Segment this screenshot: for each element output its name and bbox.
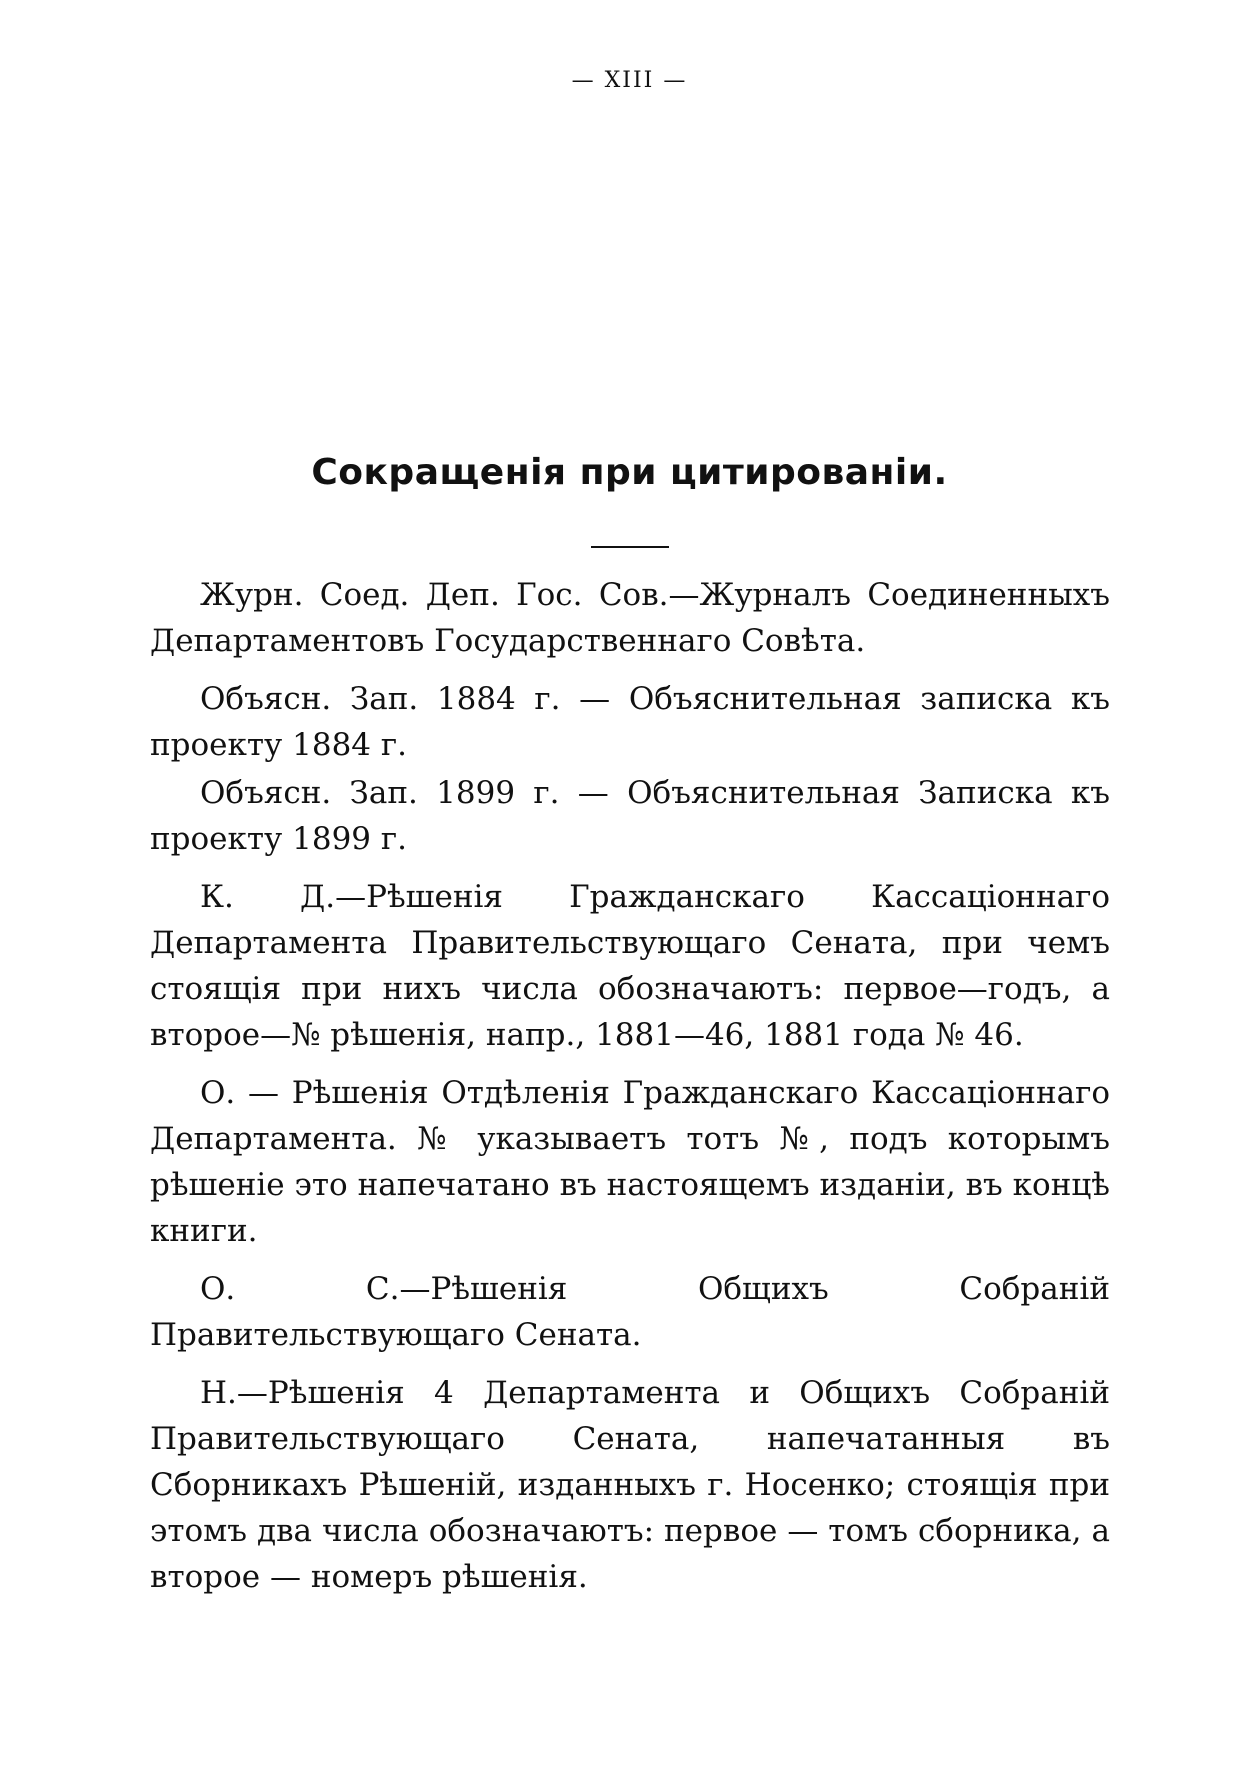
abbreviation-entry: Объясн. Зап. 1884 г. — Объяснительная записка къ проекту 1884 г. — [150, 681, 1110, 763]
abbreviation-entry: Объясн. Зап. 1899 г. — Объяснительная Записка къ проекту 1899 г. — [150, 775, 1110, 857]
abbreviation-entry: Журн. Соед. Деп. Гос. Сов.—Журналъ Соединенныхъ Департаментовъ Государственнаго Совѣта. — [150, 577, 1110, 659]
abbreviation-entry: К. Д.—Рѣшенія Гражданскаго Кассаціоннаго Департамента Правительствующаго Сената, при чемъ стоящія при нихъ числа обозначаютъ: первое—годъ, а второе—№ рѣшенія, напр., 1881—46, 1881 года № 46. — [150, 879, 1110, 1053]
title-divider — [591, 546, 669, 548]
abbreviation-entry: О. С.—Рѣшенія Общихъ Собраній Правительствующаго Сената. — [150, 1271, 1110, 1353]
abbreviation-entry: О. — Рѣшенія Отдѣленія Гражданскаго Кассаціоннаго Департамента. № указываетъ тотъ №, подъ которымъ рѣшеніе это напечатано въ настоящемъ изданіи, въ концѣ книги. — [150, 1075, 1110, 1249]
abbreviations-list — [150, 572, 1110, 1612]
page-number: — XIII — — [571, 68, 688, 93]
abbreviation-entry: Н.—Рѣшенія 4 Департамента и Общихъ Собраній Правительствующаго Сената, напечатанныя въ Сборникахъ Рѣшеній, изданныхъ г. Носенко; стоящія при этомъ два числа обозначаютъ: первое — томъ сборника, а второе — номеръ рѣшенія. — [150, 1375, 1110, 1595]
page-title: Сокращенія при цитированіи. — [311, 452, 948, 493]
